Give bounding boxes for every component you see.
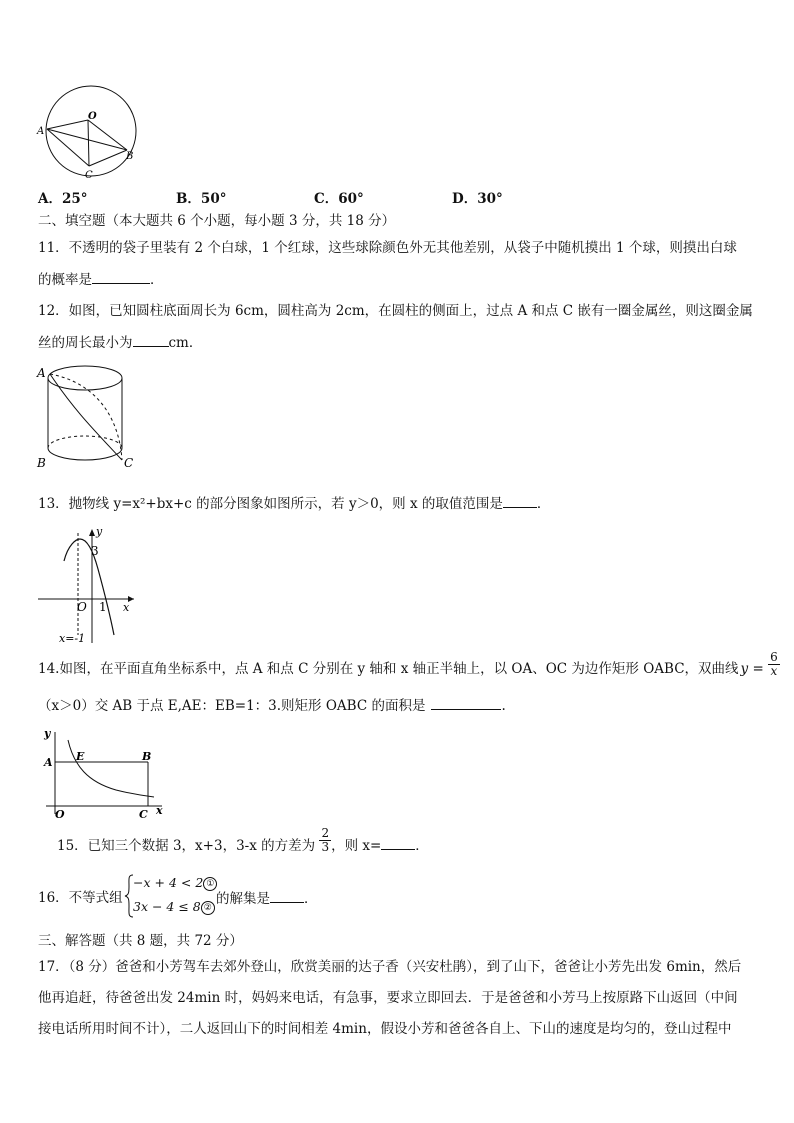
q11-line-2: 的概率是 ． — [38, 272, 164, 288]
q15-line: 15．已知三个数据 3，x+3，3-x 的方差为 $\frac{2}{3}$ ，则 x= ． — [57, 826, 429, 854]
label-c: C — [124, 456, 134, 470]
inequality-2: 3x − 4 ≤ 8 ② — [133, 898, 215, 915]
inequality-1: −x + 4 < 2 ① — [133, 874, 217, 891]
label-axis: x=-1 — [59, 632, 86, 645]
q12-line-2: 丝的周长最小为 cm． — [38, 335, 203, 351]
label-one: 1 — [99, 600, 107, 614]
circle-figure — [30, 84, 150, 184]
label-e: E — [76, 750, 85, 763]
option-d: D．30° — [452, 191, 503, 207]
label-x: x — [123, 601, 130, 614]
cylinder-figure — [34, 360, 144, 475]
q15-fraction: $\frac{2}{3}$ — [321, 826, 330, 854]
q12-answer-blank[interactable] — [133, 333, 169, 347]
section-3-heading: 三、解答题（共 8 题，共 72 分） — [38, 933, 243, 949]
label-o: O — [55, 808, 65, 820]
label-b: B — [37, 456, 46, 470]
q14-fraction: $\frac{6}{x}$ — [770, 650, 778, 678]
q17-line-3: 接电话所用时间不计），二人返回山下的时间相差 4min，假设小芳和爸爸各自上、下山的速度是均匀的，登山过程中 — [38, 1021, 732, 1037]
label-o: O — [88, 111, 97, 122]
label-b: B — [142, 750, 152, 763]
option-b: B．50° — [176, 191, 227, 207]
label-y: y — [96, 525, 103, 538]
q17-line-1: 17．（8 分）爸爸和小芳驾车去郊外登山，欣赏美丽的达子香（兴安杜鹃），到了山下，爸爸让小芳先出发 6min，然后 — [38, 959, 742, 975]
label-x: x — [156, 804, 163, 817]
section-2-heading: 二、填空题（本大题共 6 个小题，每小题 3 分，共 18 分） — [38, 213, 396, 229]
q13-line: 13．抛物线 y=x²+bx+c 的部分图象如图所示，若 y＞0，则 x 的取值范围是 ． — [38, 496, 551, 512]
label-a: A — [37, 126, 45, 137]
q15-answer-blank[interactable] — [381, 836, 415, 850]
label-b: B — [126, 151, 134, 162]
q12-line-1: 12．如图，已知圆柱底面周长为 6cm，圆柱高为 2cm，在圆柱的侧面上，过点 A 和点 C 嵌有一圈金属丝，则这圈金属 — [38, 303, 753, 319]
q16-answer-blank[interactable] — [270, 889, 304, 903]
q11-line-1: 11．不透明的袋子里装有 2 个白球，1 个红球，这些球除颜色外无其他差别，从袋子中随机摸出 1 个球，则摸出白球 — [38, 240, 737, 256]
hyperbola-figure — [36, 724, 171, 820]
label-c: C — [139, 808, 148, 820]
label-a: A — [44, 756, 53, 769]
q13-answer-blank[interactable] — [503, 494, 537, 508]
label-o: O — [77, 600, 87, 614]
label-c: C — [85, 170, 93, 181]
option-a: A．25° — [38, 191, 88, 207]
label-y: y — [44, 727, 51, 740]
q16-lead: 16．不等式组 — [38, 890, 123, 906]
q14-line-2: （x＞0）交 AB 于点 E,AE：EB=1：3.则矩形 OABC 的面积是 . — [38, 698, 506, 714]
q16-tail: 的解集是 ． — [216, 891, 318, 907]
option-c: C．60° — [314, 191, 364, 207]
q14-line-1: 14.如图，在平面直角坐标系中，点 A 和点 C 分别在 y 轴和 x 轴正半轴上，以 OA、OC 为边作矩形 OABC，双曲线 y = $\frac{6}{x}$ — [38, 650, 778, 678]
q11-answer-blank[interactable] — [92, 270, 150, 284]
q14-answer-blank[interactable] — [431, 696, 501, 710]
label-three: 3 — [91, 544, 99, 558]
label-a: A — [37, 366, 46, 380]
parabola-figure — [34, 525, 144, 650]
q17-line-2: 他再追赶，待爸爸出发 24min 时，妈妈来电话，有急事，要求立即回去．于是爸爸和小芳马上按原路下山返回（中间 — [38, 990, 738, 1006]
